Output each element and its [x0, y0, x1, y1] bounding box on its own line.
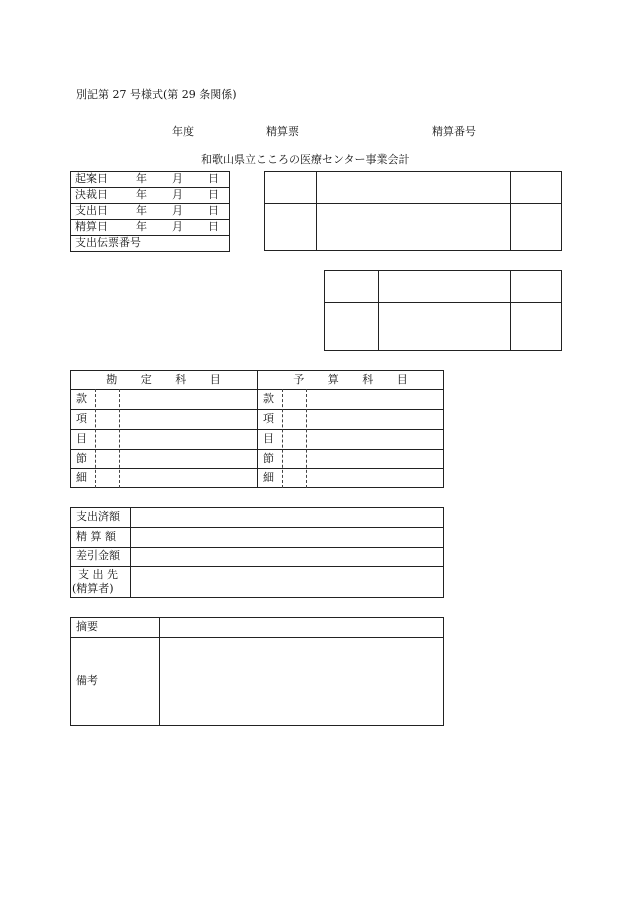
paid-amount-label: 支出済額 — [76, 510, 120, 523]
date-month: 月 — [172, 172, 183, 185]
payee-sublabel: (精算者) — [72, 582, 114, 595]
difference-amount-label: 差引金額 — [76, 549, 120, 562]
kanjo-row-kan: 款 — [76, 392, 87, 405]
date-label-kessai: 決裁日 — [75, 188, 108, 201]
date-label-kian: 起案日 — [75, 172, 108, 185]
kanjo-row-setsu: 節 — [76, 452, 87, 465]
remarks-label: 備考 — [76, 674, 98, 687]
date-year: 年 — [136, 204, 147, 217]
organization-name: 和歌山県立こころの医療センター事業会計 — [201, 153, 410, 166]
settled-amount-label: 精 算 額 — [76, 530, 116, 543]
summary-label: 摘要 — [76, 620, 98, 633]
date-label-seisan: 精算日 — [75, 220, 108, 233]
fiscal-year-label: 年度 — [172, 125, 194, 138]
date-year: 年 — [136, 172, 147, 185]
date-day: 日 — [208, 204, 219, 217]
yosan-row-kan: 款 — [263, 392, 274, 405]
date-month: 月 — [172, 188, 183, 201]
yosan-row-sai: 細 — [263, 471, 274, 484]
payee-label: 支 出 先 — [78, 568, 118, 581]
kanjo-kamoku-header: 勘 定 科 目 — [106, 373, 221, 386]
voucher-number-label: 支出伝票番号 — [75, 236, 141, 249]
date-month: 月 — [172, 220, 183, 233]
yosan-kamoku-header: 予 算 科 目 — [293, 373, 408, 386]
form-title: 精算票 — [266, 125, 299, 138]
date-day: 日 — [208, 172, 219, 185]
kanjo-row-sai: 細 — [76, 471, 87, 484]
yosan-row-kou: 項 — [263, 412, 274, 425]
date-label-shishutsu: 支出日 — [75, 204, 108, 217]
date-year: 年 — [136, 188, 147, 201]
date-month: 月 — [172, 204, 183, 217]
yosan-row-moku: 目 — [263, 432, 274, 445]
date-year: 年 — [136, 220, 147, 233]
kanjo-row-kou: 項 — [76, 412, 87, 425]
settlement-number-label: 精算番号 — [432, 125, 476, 138]
date-day: 日 — [208, 188, 219, 201]
yosan-row-setsu: 節 — [263, 452, 274, 465]
date-day: 日 — [208, 220, 219, 233]
form-number: 別記第 27 号様式(第 29 条関係) — [76, 88, 237, 101]
kanjo-row-moku: 目 — [76, 432, 87, 445]
